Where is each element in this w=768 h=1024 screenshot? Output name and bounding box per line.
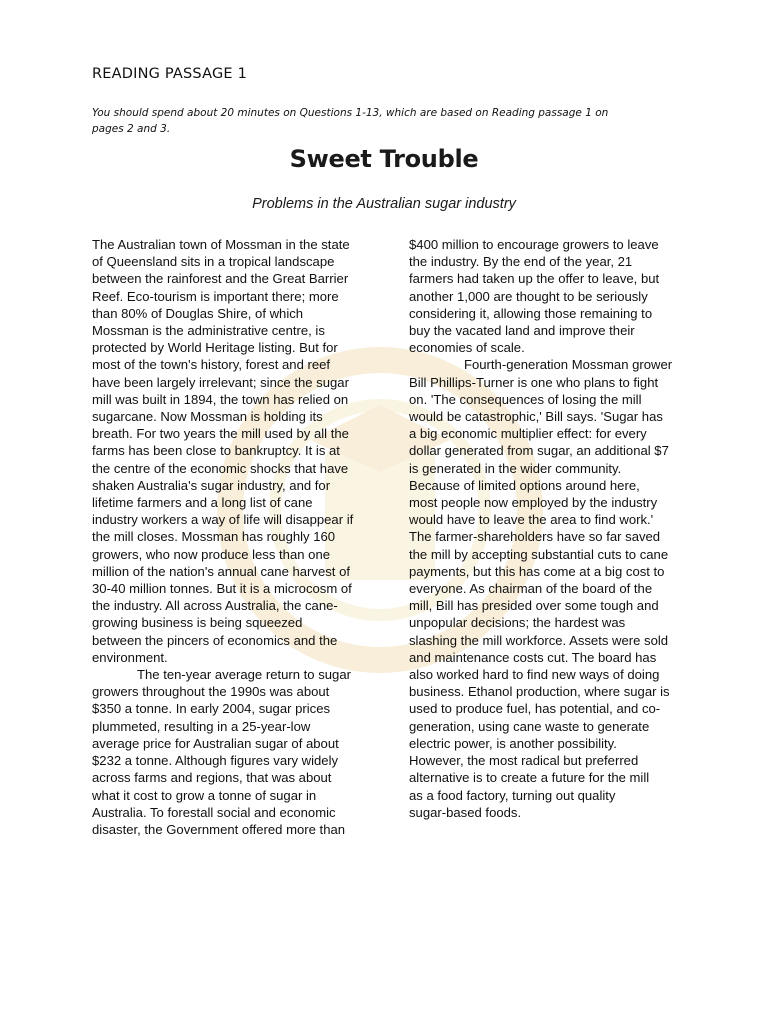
instruction-text (92, 106, 682, 137)
right-paragraph-1: $400 million to encourage growers to leave the industry. By the end of the year, 21 farmers had taken up the offer to leave, but another 1,000 are thought to be seriously considering it, allowing those remaining to buy the vacated land and improve their economies of scale. (409, 237, 660, 356)
instruction-text-content: You should spend about 20 minutes on Questions 1-13, which are based on Reading passage 1 on pages 2 and 3. (92, 107, 609, 135)
left-paragraph-2-first-line: The ten-year average return to sugar (137, 667, 351, 683)
left-column (92, 236, 392, 838)
article-subtitle: Problems in the Australian sugar industry (252, 196, 516, 212)
article-title: Sweet Trouble (289, 145, 479, 173)
passage-label: READING PASSAGE 1 (92, 66, 247, 82)
right-paragraph-2-first-line: Fourth-generation Mossman grower (464, 357, 673, 373)
right-column (409, 236, 714, 821)
left-paragraph-2-body: growers throughout the 1990s was about $350 a tonne. In early 2004, sugar prices plummeted, resulting in a 25-year-low average price for Australian sugar of about $232 a tonne. Although figures vary widely across farms and regions, that was about what it cost to grow a tonne of sugar in Australia. To forestall social and economic disaster, the Government offered more than (92, 684, 346, 837)
right-paragraph-2-body: Bill Phillips-Turner is one who plans to fight on. 'The consequences of losing the mill would be catastrophic,' Bill says. 'Sugar has a big economic multiplier effect: for every dollar generated from sugar, an additional $7 is generated in the wider community. Because of limited options around here, most people now employed by the industry would have to leave the area to find work.' The farmer-shareholders have so far saved the mill by accepting substantial cuts to cane payments, but this has come at a big cost to everyone. As chairman of the board of the mill, Bill has presided over some tough and unpopular decisions; the hardest was slashing the mill workforce. Assets were sold and maintenance costs cut. The board has also worked hard to find new ways of doing business. Ethanol production, where sugar is used to produce fuel, has potential, and co- generation, using cane waste to generate electric power, is another possibility. However, the most radical but preferred alternative is to create a future for the mill as a food factory, turning out quality sugar-based foods. (409, 374, 670, 820)
left-paragraph-1: The Australian town of Mossman in the state of Queensland sits in a tropical landscape between the rainforest and the Great Barrier Reef. Eco-tourism is important there; more than 80% of Douglas Shire, of which Mossman is the administrative centre, is protected by World Heritage listing. But for most of the town's history, forest and reef have been largely irrelevant; since the sugar mill was built in 1894, the town has relied on sugarcane. Now Mossman is holding its breath. For two years the mill used by all the farms has been close to bankruptcy. It is at the centre of the economic shocks that have shaken Australia's sugar industry, and for lifetime farmers and a long list of cane industry workers a way of life will disappear if the mill closes. Mossman has roughly 160 growers, who now produce less than one million of the nation's annual cane harvest of 30-40 million tonnes. But it is a microcosm of the industry. All across Australia, the cane- growing business is being squeezed between the pincers of economics and the environment. (92, 237, 354, 665)
